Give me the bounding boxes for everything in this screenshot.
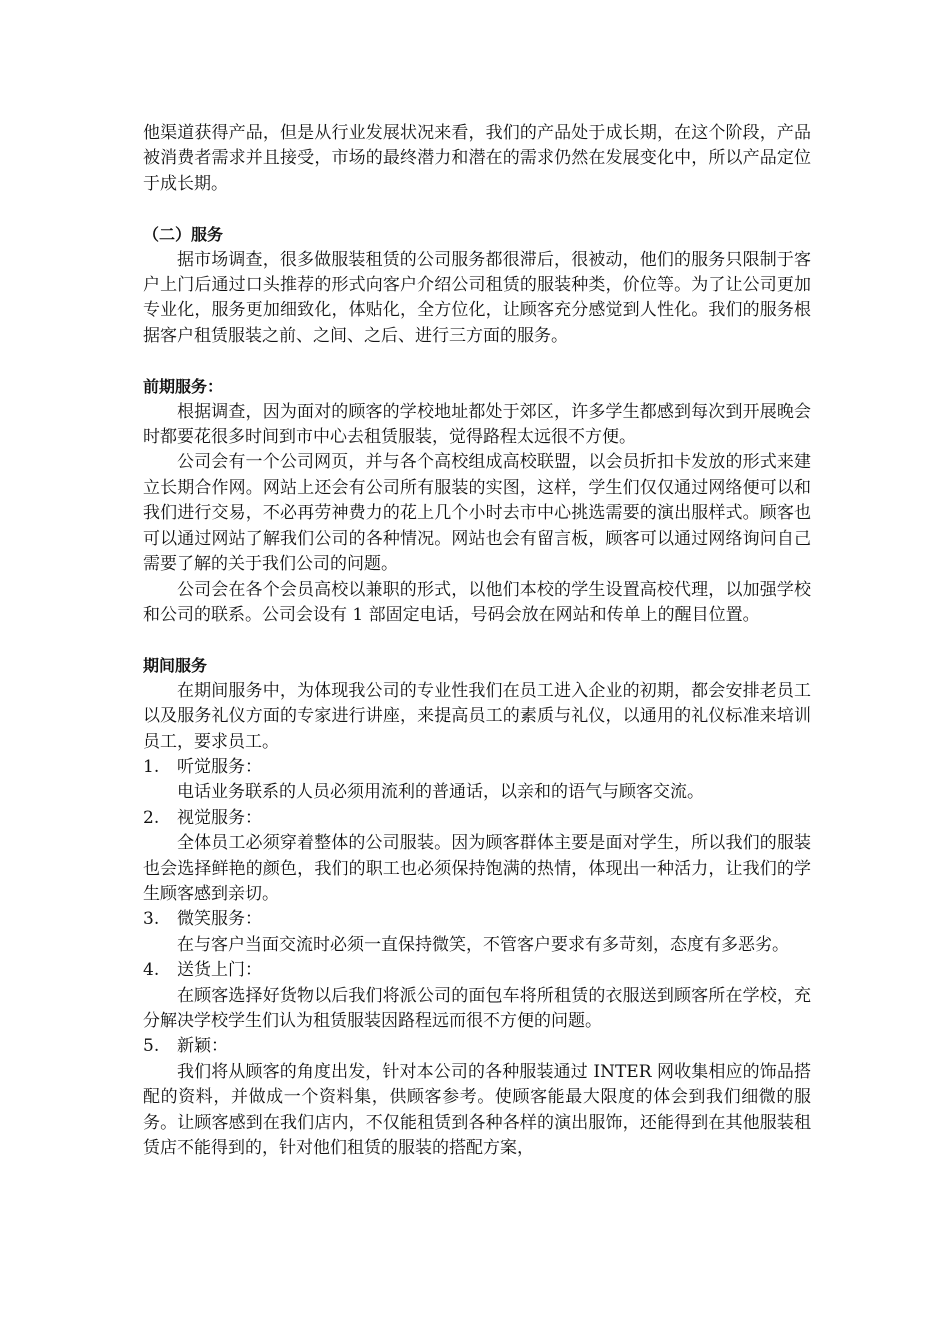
pre-service-paragraph-1: 根据调查，因为面对的顾客的学校地址都处于郊区，许多学生都感到每次到开展晚会时都要花很多时间到市中心去租赁服装，觉得路程太远很不方便。	[143, 401, 811, 448]
list-item	[143, 1034, 811, 1161]
spacer	[143, 349, 811, 374]
pre-service-paragraph-2: 公司会有一个公司网页，并与各个高校组成高校联盟，以会员折扣卡发放的形式来建立长期合作网。网站上还会有公司所有服装的实图，这样，学生们仅仅通过网络便可以和我们进行交易，不必再劳神费力的花上几个小时去市中心挑选需要的演出服样式。顾客也可以通过网站了解我们公司的各种情况。网站也会有留言板，顾客可以通过网络询问自己需要了解的关于我们公司的问题。	[143, 452, 811, 575]
list-number: 1.	[143, 756, 160, 777]
list-item	[143, 958, 811, 1034]
service-heading: （二）服务	[143, 225, 224, 245]
list-body: 全体员工必须穿着整体的公司服装。因为顾客群体主要是面对学生，所以我们的服装也会选择鲜艳的颜色，我们的职工也必须保持饱满的热情，体现出一种活力，让我们的学生顾客感到亲切。	[143, 833, 811, 904]
list-number: 4.	[143, 960, 160, 981]
spacer	[143, 628, 811, 653]
list-label: 新颖：	[177, 1036, 228, 1057]
list-body: 我们将从顾客的角度出发，针对本公司的各种服装通过 INTER 网收集相应的饰品搭配的资料，并做成一个资料集，供顾客参考。使顾客能最大限度的体会到我们细微的服务。让顾客感到在我们店内，不仅能租赁到各种各样的演出服饰，还能得到在其他服装租赁店不能得到的，针对他们租赁的服装的搭配方案，	[143, 1061, 811, 1159]
list-number: 3.	[143, 909, 160, 930]
list-label: 视觉服务：	[177, 807, 262, 828]
list-number: 5.	[143, 1036, 160, 1057]
document-body	[143, 121, 811, 1161]
during-service-paragraph: 在期间服务中，为体现我公司的专业性我们在员工进入企业的初期，都会安排老员工以及服务礼仪方面的专家进行讲座，来提高员工的素质与礼仪，以通用的礼仪标准来培训员工，要求员工。	[143, 680, 811, 752]
list-item	[143, 907, 811, 958]
list-item	[143, 806, 811, 908]
spacer	[143, 197, 811, 222]
list-body: 电话业务联系的人员必须用流利的普通话，以亲和的语气与顾客交流。	[177, 782, 704, 803]
during-service-heading: 期间服务	[143, 656, 208, 676]
intro-paragraph: 他渠道获得产品，但是从行业发展状况来看，我们的产品处于成长期，在这个阶段，产品被消费者需求并且接受，市场的最终潜力和潜在的需求仍然在发展变化中，所以产品定位于成长期。	[143, 123, 811, 194]
list-label: 送货上门：	[177, 960, 262, 981]
list-body: 在与客户当面交流时必须一直保持微笑，不管客户要求有多苛刻，态度有多恶劣。	[177, 934, 789, 955]
service-paragraph: 据市场调查，很多做服装租赁的公司服务都很滞后，很被动，他们的服务只限制于客户上门后通过口头推荐的形式向客户介绍公司租赁的服装种类，价位等。为了让公司更加专业化，服务更加细致化，体贴化，全方位化，让顾客充分感觉到人性化。我们的服务根据客户租赁服装之前、之间、之后、进行三方面的服务。	[143, 249, 811, 346]
pre-service-heading: 前期服务：	[143, 377, 224, 397]
list-body: 在顾客选择好货物以后我们将派公司的面包车将所租赁的衣服送到顾客所在学校，充分解决学校学生们认为租赁服装因路程远而很不方便的问题。	[143, 985, 811, 1031]
list-number: 2.	[143, 807, 160, 828]
list-label: 听觉服务：	[177, 756, 262, 777]
list-label: 微笑服务：	[177, 909, 262, 930]
pre-service-paragraph-3: 公司会在各个会员高校以兼职的形式，以他们本校的学生设置高校代理，以加强学校和公司的联系。公司会设有 1 部固定电话，号码会放在网站和传单上的醒目位置。	[143, 579, 811, 625]
list-item	[143, 755, 811, 806]
